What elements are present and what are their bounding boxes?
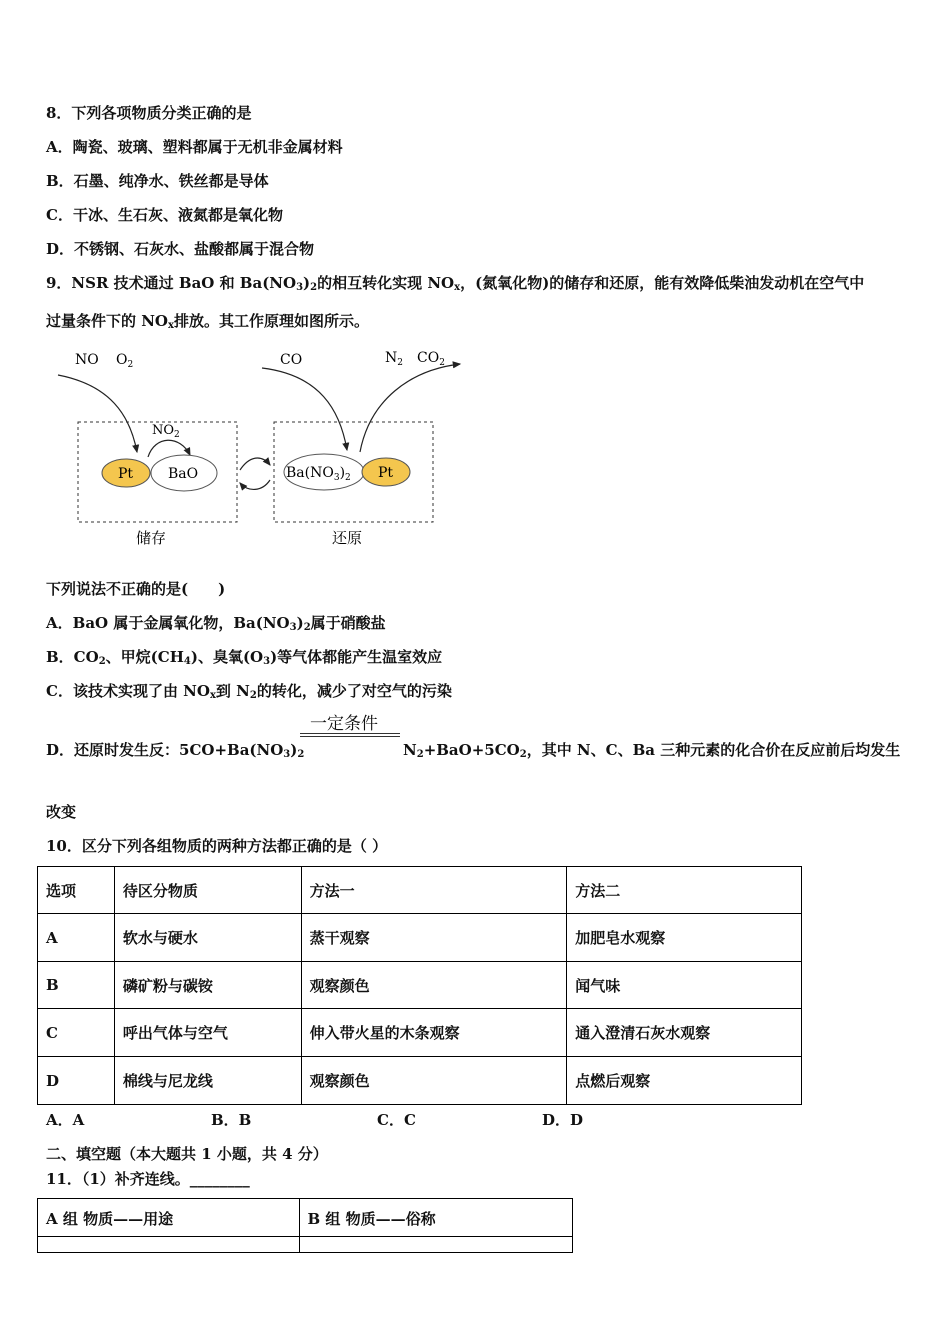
section-2-heading: 二、填空题（本大题共 1 小题，共 4 分） — [46, 1145, 328, 1163]
label-n2: $N_2$ — [385, 350, 403, 368]
table-cell: C — [38, 1009, 115, 1057]
table-cell: 软水与硬水 — [114, 914, 301, 962]
table-header: 方法一 — [301, 867, 567, 914]
q8-option-c: C．干冰、生石灰、液氮都是氧化物 — [46, 206, 283, 224]
cycle-arrow-top — [240, 458, 270, 470]
q10-answer-c: C．C — [377, 1111, 416, 1129]
table-cell: 闻气味 — [567, 962, 802, 1009]
table-header: 待区分物质 — [114, 867, 301, 914]
bao-label: BaO — [168, 466, 199, 482]
arrow-no2 — [148, 440, 190, 457]
q8-option-b: B．石墨、纯净水、铁丝都是导体 — [46, 172, 269, 190]
pt-label-left: Pt — [118, 466, 134, 482]
reaction-arrow-line-2 — [300, 736, 400, 737]
reaction-condition: 一定条件 — [310, 714, 378, 734]
storage-label: 储存 — [136, 529, 167, 547]
label-no2: $NO_2$ — [152, 423, 180, 440]
table-header-row — [38, 1199, 573, 1237]
q9-option-d-left: D．还原时发生反：$5CO+Ba(NO_3)_2$ — [46, 741, 305, 760]
q9-option-a: A．BaO 属于金属氧化物，$Ba(NO_3)_2$属于硝酸盐 — [46, 614, 386, 633]
q8-stem: 8．下列各项物质分类正确的是 — [46, 104, 252, 122]
table-row — [38, 914, 802, 962]
table-cell: 伸入带火星的木条观察 — [301, 1009, 567, 1057]
table-cell: 通入澄清石灰水观察 — [567, 1009, 802, 1057]
table-row — [38, 962, 802, 1009]
q9-stem-line2: 过量条件下的 $NO_x$排放。其工作原理如图所示。 — [46, 312, 369, 331]
nsr-diagram — [40, 340, 480, 555]
reduction-label: 还原 — [332, 529, 363, 547]
table-header: 方法二 — [567, 867, 802, 914]
q10-answer-d: D．D — [542, 1111, 584, 1129]
q10-answer-a: A．A — [46, 1111, 85, 1129]
q9-stem: 9．NSR 技术通过 BaO 和 $Ba(NO_3)_2$的相互转化实现 $NO_x$，(氮氧化物)的储存和还原，能有效降低柴油发动机在空气中 — [46, 274, 865, 293]
q11-stem: 11．（1）补齐连线。________ — [46, 1170, 250, 1188]
table-row — [38, 1009, 802, 1057]
q10-stem: 10．区分下列各组物质的两种方法都正确的是（ ） — [46, 837, 388, 855]
table-header: 选项 — [38, 867, 115, 914]
table-cell: D — [38, 1057, 115, 1105]
table-row — [38, 1057, 802, 1105]
label-co: CO — [280, 352, 303, 368]
table-cell: B — [38, 962, 115, 1009]
q9-option-d-cont: 改变 — [46, 803, 77, 821]
table-cell: 棉线与尼龙线 — [114, 1057, 301, 1105]
table-cell: 点燃后观察 — [567, 1057, 802, 1105]
arrow-in-reduction — [262, 368, 347, 450]
table-header: B 组 物质——俗称 — [299, 1199, 573, 1237]
table-cell: 呼出气体与空气 — [114, 1009, 301, 1057]
table-cell — [299, 1237, 573, 1253]
table-cell: 观察颜色 — [301, 1057, 567, 1105]
pt-label-right: Pt — [378, 465, 394, 481]
table-cell — [38, 1237, 300, 1253]
label-o2: $O_2$ — [116, 352, 134, 370]
table-cell: 蒸干观察 — [301, 914, 567, 962]
table-header-row — [38, 867, 802, 914]
q10-answer-b: B．B — [211, 1111, 252, 1129]
table-row — [38, 1237, 573, 1253]
q11-table — [37, 1198, 573, 1253]
q9-option-c: C．该技术实现了由 $NO_x$到 $N_2$的转化，减少了对空气的污染 — [46, 682, 452, 701]
table-cell: 磷矿粉与碳铵 — [114, 962, 301, 1009]
table-cell: A — [38, 914, 115, 962]
table-cell: 加肥皂水观察 — [567, 914, 802, 962]
arrow-in-storage — [58, 375, 137, 452]
cycle-arrow-bottom — [240, 480, 270, 489]
q9-option-d-right: $N_2+BaO+5CO_2$，其中 N、C、Ba 三种元素的化合价在反应前后均发生 — [403, 741, 901, 760]
label-no: NO — [75, 352, 99, 368]
table-cell: 观察颜色 — [301, 962, 567, 1009]
q9-option-b: B．$CO_2$、甲烷$(CH_4)$、臭氧$(O_3)$等气体都能产生温室效应 — [46, 648, 443, 667]
reaction-arrow-line-1 — [300, 733, 400, 734]
q9-question: 下列说法不正确的是( ) — [46, 580, 226, 598]
q8-option-a: A．陶瓷、玻璃、塑料都属于无机非金属材料 — [46, 138, 343, 156]
table-header: A 组 物质——用途 — [38, 1199, 300, 1237]
banitrate-label: $Ba(NO_3)_2$ — [286, 465, 351, 483]
q10-table — [37, 866, 802, 1105]
arrow-out-reduction — [360, 364, 460, 452]
q8-option-d: D．不锈钢、石灰水、盐酸都属于混合物 — [46, 240, 315, 258]
label-co2: $CO_2$ — [417, 350, 445, 368]
